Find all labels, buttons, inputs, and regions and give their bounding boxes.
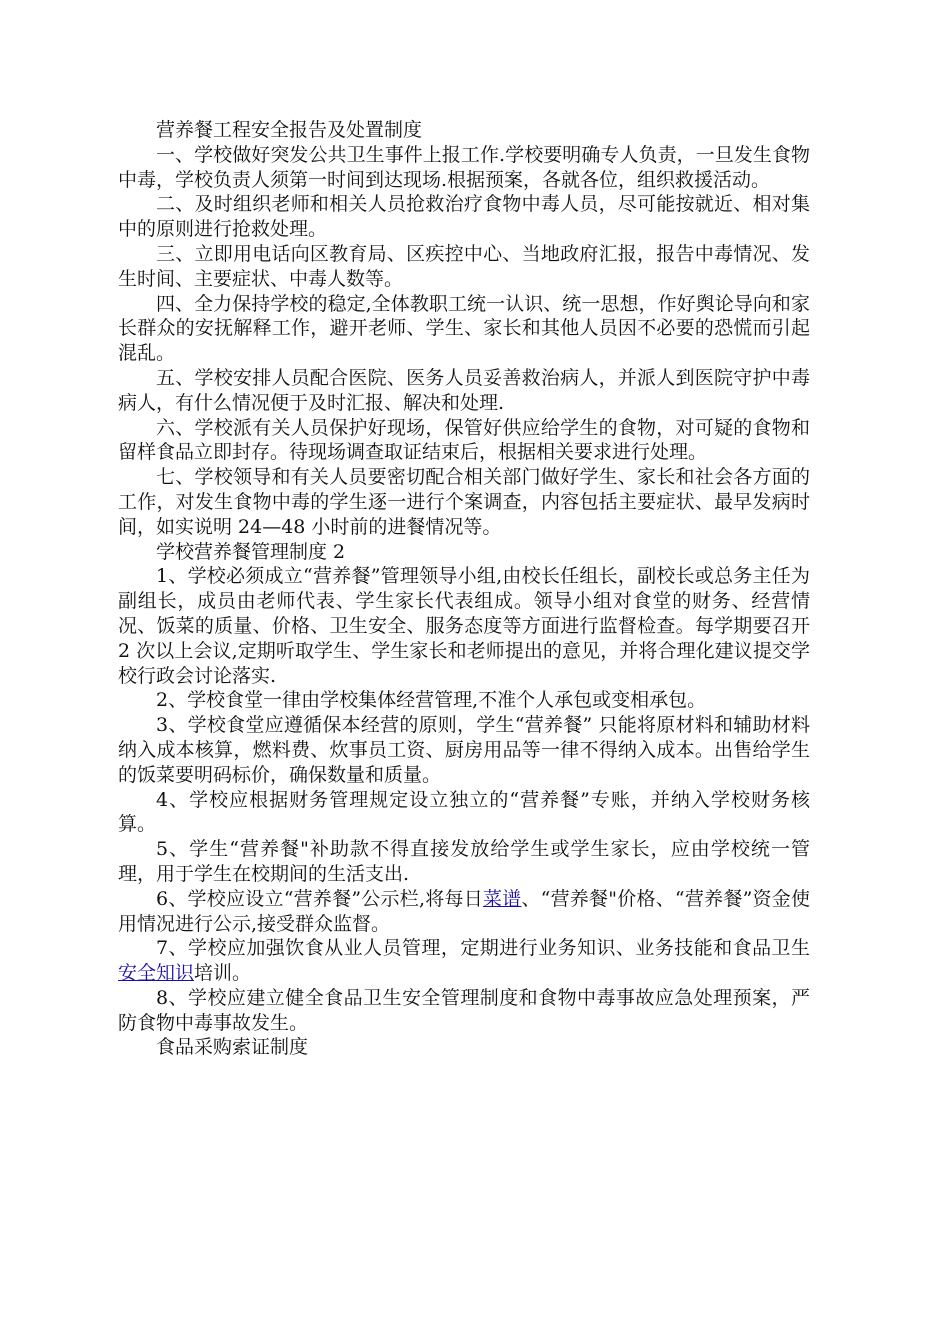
text: 、“营养餐"价格、“营养餐”资金使用情况进行公示,接受群众监督。 bbox=[118, 887, 810, 935]
paragraph: 五、学校安排人员配合医院、医务人员妥善救治病人，并派人到医院守护中毒病人，有什么情况便于及时汇报、解决和处理. bbox=[118, 366, 810, 414]
paragraph: 4、学校应根据财务管理规定设立独立的“营养餐”专账，并纳入学校财务核算。 bbox=[118, 788, 810, 836]
section-title: 学校营养餐管理制度 2 bbox=[156, 540, 346, 563]
menu-link[interactable]: 菜谱 bbox=[482, 887, 522, 910]
paragraph: 一、学校做好突发公共卫生事件上报工作.学校要明确专人负责，一旦发生食物中毒，学校负责人须第一时间到达现场.根据预案，各就各位，组织救援活动。 bbox=[118, 143, 810, 191]
paragraph: 3、学校食堂应遵循保本经营的原则，学生“营养餐” 只能将原材料和辅助材料纳入成本核算，燃料费、炊事员工资、厨房用品等一律不得纳入成本。出售给学生的饭菜要明码标价，确保数量和质量。 bbox=[118, 714, 810, 786]
document-page bbox=[118, 118, 810, 1060]
safety-knowledge-link[interactable]: 安全知识 bbox=[118, 962, 195, 985]
paragraph: 5、学生“营养餐"补助款不得直接发放给学生或学生家长，应由学校统一管理，用于学生在校期间的生活支出. bbox=[118, 838, 810, 885]
paragraph-item-6 bbox=[118, 887, 810, 937]
paragraph: 1、学校必须成立“营养餐”管理领导小组,由校长任组长，副校长或总务主任为副组长，成员由老师代表、学生家长代表组成。领导小组对食堂的财务、经营情况、饭菜的质量、价格、卫生安全、服务态度等方面进行监督检查。每学期要召开 2 次以上会议,定期听取学生、学生家长和老师提出的意见，并将合理化建议提交学校行政会讨论落实. bbox=[118, 565, 810, 687]
paragraph: 四、全力保持学校的稳定,全体教职工统一认识、统一思想，作好舆论导向和家长群众的安抚解释工作，避开老师、学生、家长和其他人员因不必要的恐慌而引起混乱。 bbox=[118, 292, 810, 365]
section-title: 食品采购索证制度 bbox=[156, 1036, 309, 1059]
paragraph: 8、学校应建立健全食品卫生安全管理制度和食物中毒事故应急处理预案，严防食物中毒事故发生。 bbox=[118, 986, 810, 1034]
section-title: 营养餐工程安全报告及处置制度 bbox=[156, 119, 423, 141]
text: 7、学校应加强饮食从业人员管理，定期进行业务知识、业务技能和食品卫生 bbox=[156, 937, 810, 960]
paragraph: 六、学校派有关人员保护好现场，保管好供应给学生的食物，对可疑的食物和留样食品立即封存。待现场调查取证结束后，根据相关要求进行处理。 bbox=[118, 416, 810, 464]
text: 培训。 bbox=[194, 962, 252, 985]
paragraph-item-7 bbox=[118, 936, 810, 986]
paragraph: 二、及时组织老师和相关人员抢救治疗食物中毒人员，尽可能按就近、相对集中的原则进行抢救处理。 bbox=[118, 193, 810, 241]
paragraph: 2、学校食堂一律由学校集体经营管理,不准个人承包或变相承包。 bbox=[156, 689, 707, 712]
paragraph: 三、立即用电话向区教育局、区疾控中心、当地政府汇报，报告中毒情况、发生时间、主要症状、中毒人数等。 bbox=[118, 242, 810, 290]
text: 6、学校应设立“营养餐”公示栏,将每日 bbox=[156, 887, 483, 910]
paragraph: 七、学校领导和有关人员要密切配合相关部门做好学生、家长和社会各方面的工作，对发生食物中毒的学生逐一进行个案调查，内容包括主要症状、最早发病时间，如实说明 24—48 小时前的进餐情况等。 bbox=[118, 466, 810, 538]
